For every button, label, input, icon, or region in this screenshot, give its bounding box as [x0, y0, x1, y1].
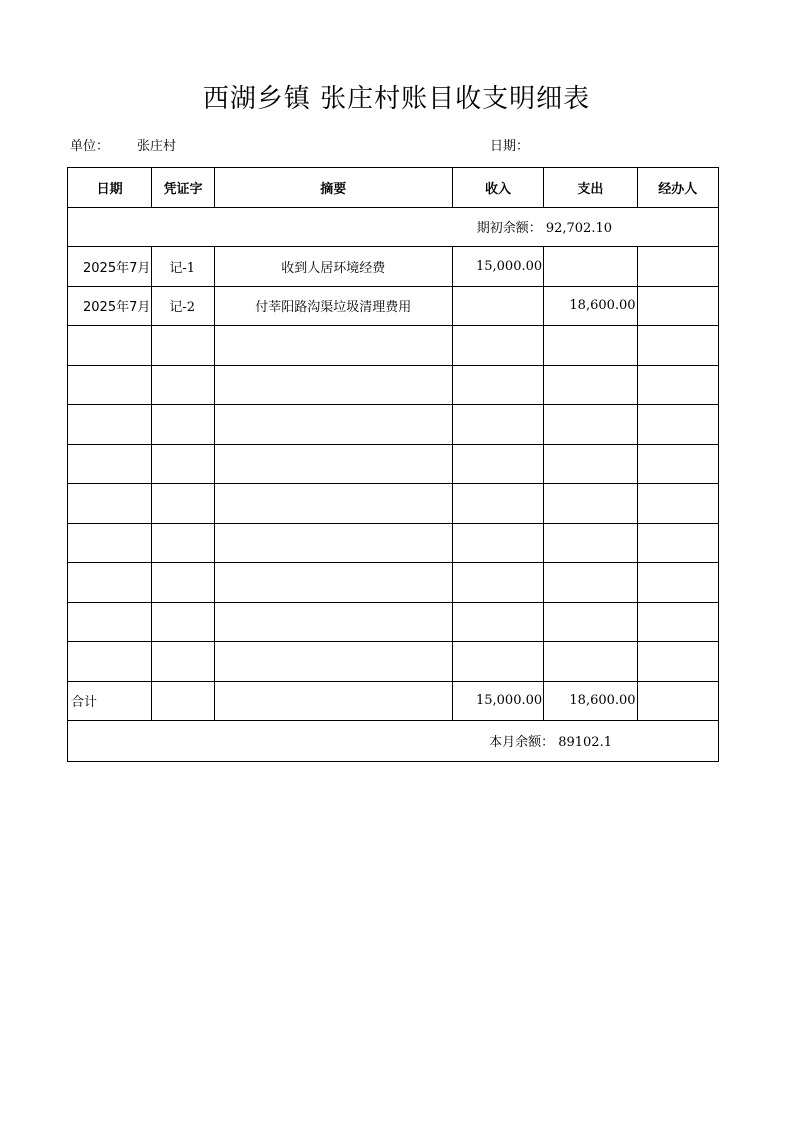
- empty-row: [68, 326, 719, 366]
- empty-cell: [68, 444, 152, 484]
- cell-income: [452, 286, 543, 326]
- header-date: 日期: [68, 168, 152, 208]
- empty-cell: [637, 523, 718, 563]
- empty-cell: [452, 642, 543, 682]
- empty-row: [68, 523, 719, 563]
- empty-cell: [68, 326, 152, 366]
- empty-cell: [544, 602, 637, 642]
- empty-cell: [452, 444, 543, 484]
- empty-row: [68, 563, 719, 603]
- opening-balance-row: [68, 207, 719, 247]
- empty-cell: [214, 444, 452, 484]
- empty-cell: [452, 523, 543, 563]
- header-income: 收入: [452, 168, 543, 208]
- empty-cell: [214, 563, 452, 603]
- cell-voucher: 记-1: [152, 247, 214, 287]
- empty-cell: [544, 642, 637, 682]
- cell-date: 2025年7月: [68, 286, 152, 326]
- empty-cell: [452, 484, 543, 524]
- empty-cell: [637, 444, 718, 484]
- empty-cell: [637, 602, 718, 642]
- empty-cell: [452, 365, 543, 405]
- empty-cell: [152, 444, 214, 484]
- empty-cell: [152, 602, 214, 642]
- empty-cell: [214, 484, 452, 524]
- empty-cell: [152, 484, 214, 524]
- empty-cell: [452, 602, 543, 642]
- empty-cell: [152, 681, 214, 720]
- cell-date: 2025年7月: [68, 247, 152, 287]
- table-row: [68, 247, 719, 287]
- unit-label: 单位：: [70, 139, 110, 154]
- cell-summary: 收到人居环境经费: [214, 247, 452, 287]
- header-expense: 支出: [544, 168, 637, 208]
- empty-cell: [214, 602, 452, 642]
- empty-cell: [152, 523, 214, 563]
- page-title: 西湖乡镇 张庄村账目收支明细表: [202, 84, 591, 114]
- empty-cell: [152, 326, 214, 366]
- header-handler: 经办人: [637, 168, 718, 208]
- month-balance-row: [68, 720, 719, 761]
- total-label: 合计: [68, 681, 152, 720]
- opening-balance: 期初余额： 92,702.10: [68, 207, 719, 247]
- month-balance: 本月余额： 89102.1: [68, 720, 719, 761]
- empty-cell: [68, 523, 152, 563]
- empty-row: [68, 602, 719, 642]
- empty-cell: [214, 326, 452, 366]
- date-label: 日期：: [490, 139, 530, 154]
- empty-cell: [152, 405, 214, 445]
- empty-row: [68, 484, 719, 524]
- empty-row: [68, 365, 719, 405]
- empty-row: [68, 405, 719, 445]
- empty-cell: [452, 405, 543, 445]
- header-summary: 摘要: [214, 168, 452, 208]
- empty-cell: [152, 365, 214, 405]
- header-voucher: 凭证字: [152, 168, 214, 208]
- empty-cell: [68, 563, 152, 603]
- cell-income: 15,000.00: [452, 247, 543, 287]
- empty-cell: [637, 563, 718, 603]
- empty-cell: [544, 444, 637, 484]
- empty-cell: [637, 484, 718, 524]
- empty-cell: [214, 681, 452, 720]
- cell-summary: 付莘阳路沟渠垃圾清理费用: [214, 286, 452, 326]
- empty-cell: [214, 405, 452, 445]
- empty-cell: [637, 326, 718, 366]
- empty-cell: [637, 405, 718, 445]
- empty-cell: [544, 326, 637, 366]
- ledger-table: [67, 167, 719, 762]
- empty-cell: [452, 326, 543, 366]
- empty-cell: [452, 563, 543, 603]
- empty-cell: [152, 642, 214, 682]
- empty-cell: [68, 365, 152, 405]
- table-row: [68, 286, 719, 326]
- cell-handler: [637, 286, 718, 326]
- empty-cell: [544, 484, 637, 524]
- empty-cell: [68, 642, 152, 682]
- cell-voucher: 记-2: [152, 286, 214, 326]
- header-row: [68, 168, 719, 208]
- cell-expense: [544, 247, 637, 287]
- empty-row: [68, 642, 719, 682]
- empty-cell: [544, 405, 637, 445]
- empty-cell: [68, 602, 152, 642]
- total-row: [68, 681, 719, 720]
- empty-row: [68, 444, 719, 484]
- cell-handler: [637, 247, 718, 287]
- total-income: 15,000.00: [452, 681, 543, 720]
- empty-cell: [214, 642, 452, 682]
- empty-cell: [544, 365, 637, 405]
- empty-cell: [152, 563, 214, 603]
- empty-cell: [637, 365, 718, 405]
- total-expense: 18,600.00: [544, 681, 637, 720]
- empty-cell: [214, 365, 452, 405]
- empty-cell: [544, 523, 637, 563]
- cell-expense: 18,600.00: [544, 286, 637, 326]
- empty-cell: [68, 484, 152, 524]
- empty-cell: [214, 523, 452, 563]
- empty-cell: [637, 642, 718, 682]
- empty-cell: [637, 681, 718, 720]
- empty-cell: [68, 405, 152, 445]
- empty-cell: [544, 563, 637, 603]
- unit-value: 张庄村: [137, 139, 177, 154]
